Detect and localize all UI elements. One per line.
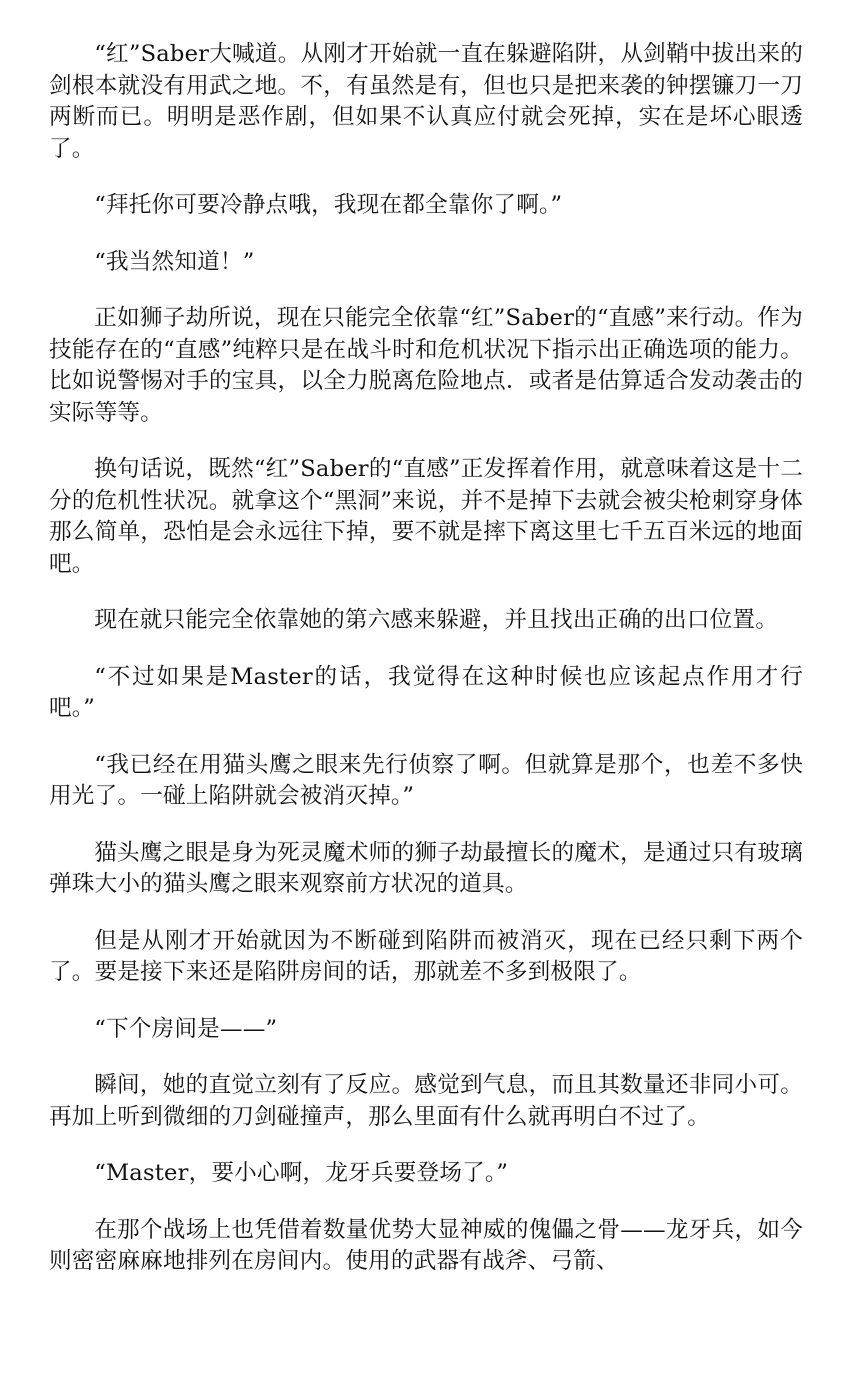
paragraph-4: 正如狮子劫所说，现在只能完全依靠“红”Saber的“直感”来行动。作为技能存在的“直感”纯粹只是在战斗时和危机状况下指示出正确选项的能力。比如说警惕对手的宝具，以全力脱离危险地点．或者是估算适合发动袭击的实际等等。 [49,305,803,426]
paragraph-14: 在那个战场上也凭借着数量优势大显神威的傀儡之骨——龙牙兵，如今则密密麻麻地排列在房间内。使用的武器有战斧、弓箭、 [49,1216,803,1274]
paragraph-5: 换句话说，既然“红”Saber的“直感”正发挥着作用，就意味着这是十二分的危机性状况。就拿这个“黑洞”来说，并不是掉下去就会被尖枪刺穿身体那么简单，恐怕是会永远往下掉，要不就是摔下离这里七千五百米远的地面吧。 [49,456,803,577]
paragraph-12: 瞬间，她的直觉立刻有了反应。感觉到气息，而且其数量还非同小可。再加上听到微细的刀剑碰撞声，那么里面有什么就再明白不过了。 [49,1072,803,1130]
paragraph-7: “不过如果是Master的话，我觉得在这种时候也应该起点作用才行吧。” [49,663,803,721]
paragraph-3: “我当然知道！” [94,248,255,275]
paragraph-1: “红”Saber大喊道。从刚才开始就一直在躲避陷阱，从剑鞘中拔出来的剑根本就没有用武之地。不，有虽然是有，但也只是把来袭的钟摆镰刀一刀两断而已。明明是恶作剧，但如果不认真应付就会死掉，实在是坏心眼透了。 [49,41,803,162]
paragraph-10: 但是从刚才开始就因为不断碰到陷阱而被消灭，现在已经只剩下两个了。要是接下来还是陷阱房间的话，那就差不多到极限了。 [49,927,803,985]
paragraph-8: “我已经在用猫头鹰之眼来先行侦察了啊。但就算是那个，也差不多快用光了。一碰上陷阱就会被消灭掉。” [49,751,803,809]
paragraph-2: “拜托你可要冷静点哦，我现在都全靠你了啊。” [94,192,563,218]
paragraph-11: “下个房间是——” [94,1015,278,1042]
paragraph-9: 猫头鹰之眼是身为死灵魔术师的狮子劫最擅长的魔术，是通过只有玻璃弹珠大小的猫头鹰之眼来观察前方状况的道具。 [49,839,803,897]
paragraph-13: “Master，要小心啊，龙牙兵要登场了。” [94,1160,509,1186]
paragraph-6: 现在就只能完全依靠她的第六感来躲避，并且找出正确的出口位置。 [94,607,778,633]
